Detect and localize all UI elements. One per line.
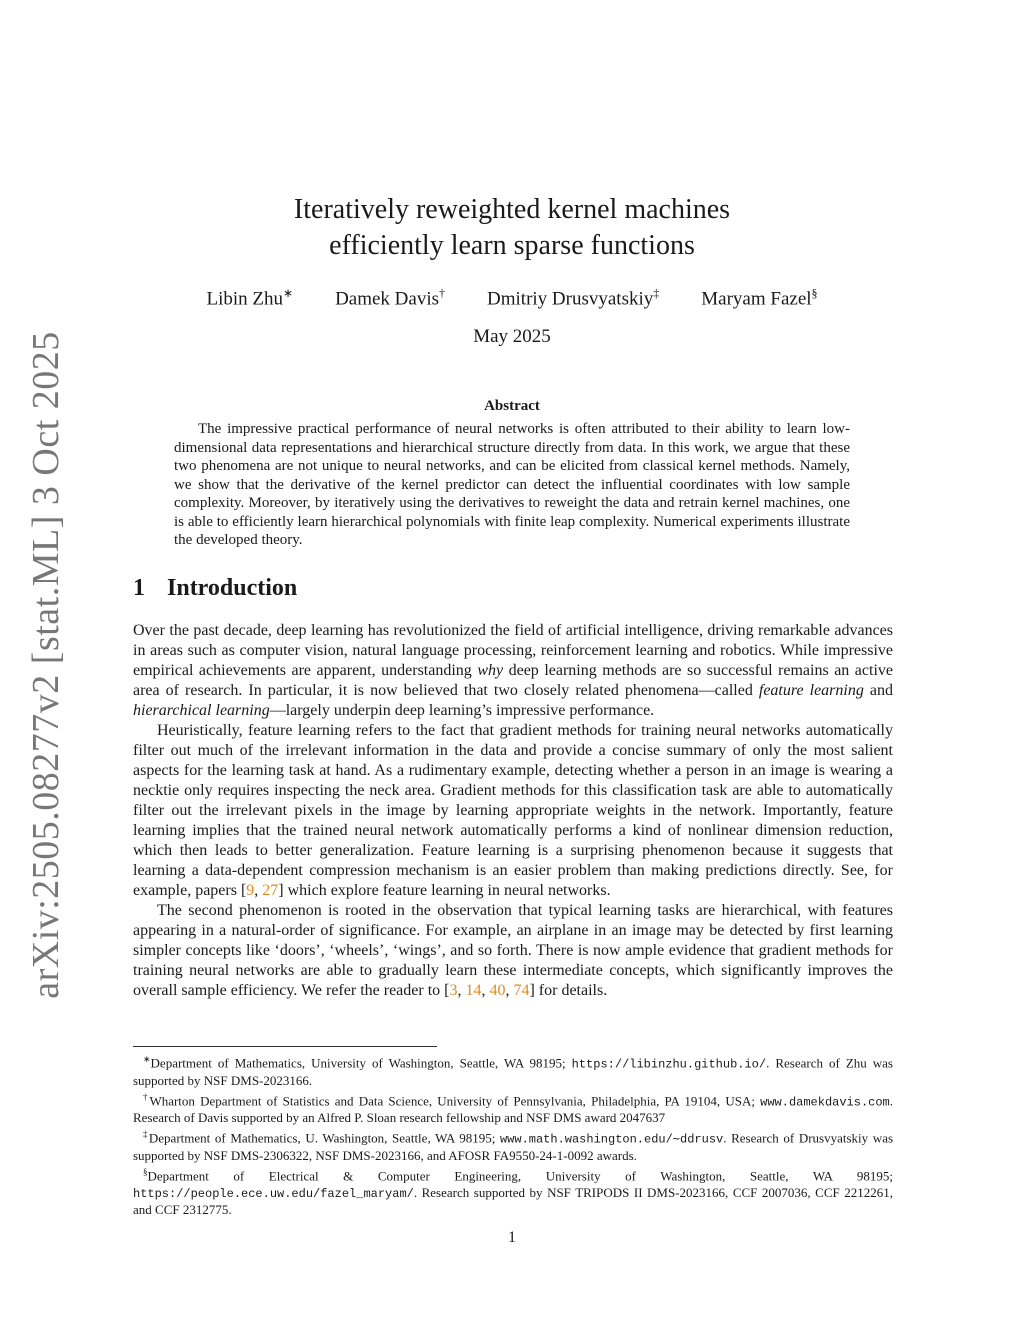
footnote: ‡Department of Mathematics, U. Washington, Seattle, WA 98195; www.math.washington.edu/∼ddrusv. Research of Drusvyatskiy was supported by NSF DMS-2306322, NSF DMS-2023166, and AFOSR FA9550-24-1-0092 awards.	[133, 1129, 894, 1163]
paragraph: Over the past decade, deep learning has revolutionized the field of artificial intelligence, driving remarkable advances in areas such as computer vision, natural language processing, reinforcement learning and robotics. While impressive empirical achievements are apparent, understanding why deep learning methods are so successful remains an active area of research. In particular, it is now believed that two closely related phenomena—called feature learning and hierarchical learning—largely underpin deep learning’s impressive performance.	[133, 622, 893, 719]
section-heading	[133, 575, 297, 602]
footnote-link[interactable]: https://libinzhu.github.io/	[571, 1057, 767, 1072]
footnote-rule	[133, 1046, 437, 1047]
citation-link[interactable]: 14	[465, 982, 482, 999]
citation-link[interactable]: 40	[489, 982, 506, 999]
section-number: 1	[133, 575, 145, 601]
introduction-body	[133, 621, 893, 1001]
author: Libin Zhu∗	[206, 286, 294, 310]
citation-link[interactable]: 27	[262, 882, 279, 899]
arxiv-sidebar	[18, 331, 74, 999]
author: Maryam Fazel§	[701, 286, 818, 310]
arxiv-identifier: arXiv:2505.08277v2 [stat.ML] 3 Oct 2025	[25, 331, 67, 999]
page-number: 1	[508, 1229, 516, 1246]
paragraph: Heuristically, feature learning refers to the fact that gradient methods for training neural networks automatically filter out much of the irrelevant information in the data and provide a concise summary of only the most salient aspects for the learning task at hand. As a rudimentary example, detecting whether a person in an image is wearing a necktie only requires inspecting the neck area. Gradient methods for this classification task are able to automatically filter out the irrelevant pixels in the image by learning appropriate weights in the network. Importantly, feature learning implies that the trained neural network automatically performs a kind of nonlinear dimension reduction, which then leads to better generalization. Feature learning is a surprising phenomenon because it suggests that learning a data-dependent compression mechanism is an easier problem than making predictions directly. See, for example, papers [9, 27] which explore feature learning in neural networks.	[133, 722, 893, 899]
citation-link[interactable]: 74	[513, 982, 530, 999]
citation-link[interactable]: 3	[449, 982, 458, 999]
footnote-link[interactable]: www.damekdavis.com	[760, 1095, 890, 1110]
paper-title	[0, 192, 1024, 264]
citation-link[interactable]: 9	[246, 882, 255, 899]
footnote-link[interactable]: https://people.ece.uw.edu/fazel_maryam/	[133, 1186, 414, 1201]
author: Damek Davis†	[335, 286, 446, 310]
footnote: §Department of Electrical & Computer Engineering, University of Washington, Seattle, WA 98195; https://people.ece.uw.edu/fazel_maryam/. Research supported by NSF TRIPODS II DMS-2023166, CCF 2007036, CCF 2212261, and CCF 2312775.	[133, 1167, 893, 1217]
publication-date: May 2025	[473, 326, 551, 347]
author: Dmitriy Drusvyatskiy‡	[487, 286, 660, 310]
abstract-text: The impressive practical performance of neural networks is often attributed to their ability to learn low-dimensional data representations and hierarchical structure directly from data. In this work, we argue that these two phenomena are not unique to neural networks, and can be elicited from classical kernel methods. Namely, we show that the derivative of the kernel predictor can detect the influential coordinates with low sample complexity. Moreover, by iteratively using the derivatives to reweight the data and retrain kernel machines, one is able to efficiently learn hierarchical polynomials with finite leap complexity. Numerical experiments illustrate the developed theory.	[174, 421, 850, 548]
title-line-2: efficiently learn sparse functions	[329, 230, 695, 261]
footnote: ∗Department of Mathematics, University of Washington, Seattle, WA 98195; https://libinzhu.github.io/. Research of Zhu was supported by NSF DMS-2023166.	[133, 1054, 893, 1088]
title-line-1: Iteratively reweighted kernel machines	[293, 194, 731, 225]
footnote: †Wharton Department of Statistics and Data Science, University of Pennsylvania, Philadelphia, PA 19104, USA; www.damekdavis.com. Research of Davis supported by an Alfred P. Sloan research fellowship and NSF DMS award 2047637	[133, 1091, 894, 1126]
section-title: Introduction	[167, 575, 298, 601]
footnotes	[133, 1051, 893, 1218]
author-list	[0, 286, 1024, 310]
footnote-link[interactable]: www.math.washington.edu/∼ddrusv	[499, 1132, 724, 1147]
abstract-heading: Abstract	[484, 398, 540, 414]
paragraph: The second phenomenon is rooted in the observation that typical learning tasks are hierarchical, with features appearing in a natural-order of significance. For example, an airplane in an image may be detected by first learning simpler concepts like ‘doors’, ‘wheels’, ‘wings’, and so forth. There is now ample evidence that gradient methods for training neural networks are able to gradually learn these intermediate concepts, which significantly improves the overall sample efficiency. We refer the reader to [3, 14, 40, 74] for details.	[133, 902, 893, 999]
